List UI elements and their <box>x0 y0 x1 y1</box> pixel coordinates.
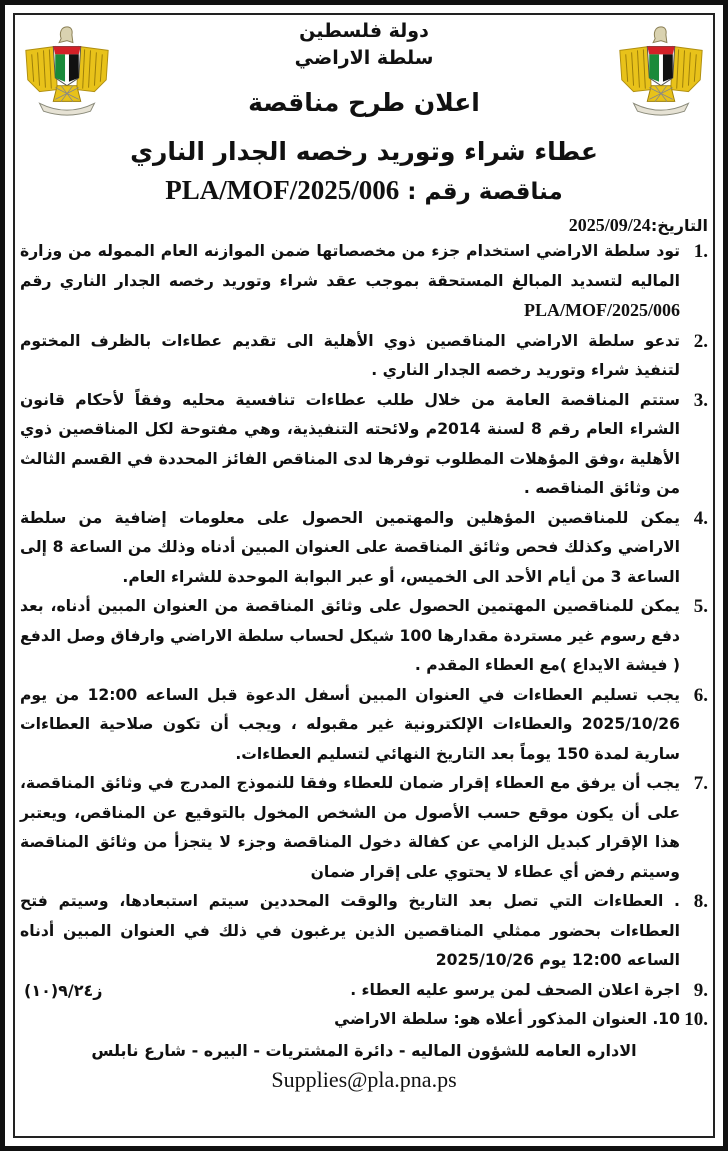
tender-number: PLA/MOF/2025/006 <box>165 175 400 205</box>
item-number: 9. <box>693 979 708 1001</box>
item-number: 8. <box>693 891 708 912</box>
tender-number-label: مناقصة رقم : <box>407 179 563 205</box>
list-item <box>20 592 708 681</box>
country-name: دولة فلسطين <box>299 20 429 42</box>
list-item <box>20 887 708 976</box>
item-text: ستتم المناقصة العامة من خلال طلب عطاءات تنافسية محليه وفقاً لأحكام قانون الشراء العام رقم 8 لسنة 2014م ولائحته التنفيذية، وهي مفتوحة لكل المناقصين ذوي الأهلية ،وفق المؤهلات المطلوب توفرها لدى المناقص الفائز المحددة في القسم الثالث من وثائق المناقصه . <box>20 390 681 497</box>
list-item <box>20 237 708 327</box>
item-text: 10. العنوان المذكور أعلاه هو: سلطة الاراضي <box>334 1010 680 1028</box>
announcement-date <box>20 214 708 237</box>
list-item <box>20 327 708 386</box>
item-number: 1. <box>693 241 708 262</box>
item-text: يمكن للمناقصين المهتمين الحصول على وثائق المناقصة من العنوان المبين أدناه، بعد دفع رسوم غير مستردة مقدارها 100 شيكل لحساب سلطة الاراضي وارفاق وصل الدفع ( فيشة الايداع )مع العطاء المقدم . <box>20 597 681 674</box>
tender-announcement <box>20 10 708 1139</box>
item-number: 7. <box>693 773 708 794</box>
item-number: 2. <box>693 330 708 352</box>
item-number: 4. <box>693 507 708 529</box>
list-item <box>20 681 708 770</box>
list-item <box>20 386 708 504</box>
footer-address: الاداره العامه للشؤون الماليه - دائرة المشتريات - البيره - شارع نابلس <box>91 1040 637 1060</box>
tender-number-line <box>20 172 708 210</box>
list-item <box>20 976 708 1006</box>
item-number: 3. <box>693 389 708 411</box>
item-text: تدعو سلطة الاراضي المناقصين ذوي الأهلية الى تقديم عطاءات بالظرف المختوم لتنفيذ شراء وتوريد رخصه الجدار الناري . <box>20 331 680 379</box>
item-number: 6. <box>693 684 708 706</box>
tender-subject: عطاء شراء وتوريد رخصه الجدار الناري <box>130 137 598 166</box>
item-number: 10. <box>684 1009 708 1030</box>
item-text: تود سلطة الاراضي استخدام جزء من مخصصاتها ضمن الموازنه العام المموله من وزارة الماليه لتسديد المبالغ المستحقة بموجب عقد شراء وتوريد رخصه الجدار الناري رقم <box>20 242 680 290</box>
item-tender-number: PLA/MOF/2025/006 <box>524 300 680 320</box>
tender-conditions-list <box>20 237 708 1035</box>
item-text: يجب أن يرفق مع العطاء إقرار ضمان للعطاء وفقا للنموذج المدرج في وثائق المناقصة، على أن يكون موقع حسب الأصول من الشخص المخول بالتوقيع عن المناقص، ويعتبر هذا الإقرار كبديل الزامي عن كفالة دخول المناقصة وجزء لا يتجزأ من وثائق المناقصة وسيتم رفض أي عطاء لا يحتوي على إقرار ضمان <box>20 774 680 881</box>
list-item <box>20 1005 708 1035</box>
footer-email[interactable]: Supplies@pla.pna.ps <box>271 1066 457 1092</box>
item-number: 5. <box>693 596 708 617</box>
publication-ref-code: (١٠)٩/٢٤ز <box>24 980 103 1000</box>
announcement-title: اعلان طرح مناقصة <box>248 88 480 117</box>
date-label: التاريخ: <box>650 216 708 235</box>
date-value: 2025/09/24 <box>568 215 651 235</box>
list-item <box>20 769 708 887</box>
item-text: . العطاءات التي تصل بعد التاريخ والوقت المحددين سيتم استبعادها، وسيتم فتح العطاءات بحضور ممثلي المناقصين الذين يرغبون في ذلك في العنوان المبين أدناه الساعه 12:00 يوم 2025/10/26 <box>20 892 680 969</box>
list-item <box>20 504 708 593</box>
authority-name: سلطة الاراضي <box>294 47 434 69</box>
item-text: يمكن للمناقصين المؤهلين والمهتمين الحصول على معلومات إضافية من سلطة الاراضي وكذلك فحص وثائق المناقصة على العنوان المبين أدناه وذلك من الساعة 8 إلى الساعة 3 من أيام الأحد الى الخميس، أو عبر البوابة الموحدة للشراء العام. <box>20 508 680 586</box>
item-text: اجرة اعلان الصحف لمن يرسو عليه العطاء . <box>350 980 680 999</box>
item-text: يجب تسليم العطاءات في العنوان المبين أسفل الدعوة قبل الساعه 12:00 من يوم 2025/10/26 والعطاءات الإلكترونية غير مقبوله ، ويجب أن تكون صلاحية العطاءات سارية لمدة 150 يوماً بعد التاريخ النهائي لتسليم العطاءات. <box>20 685 680 763</box>
